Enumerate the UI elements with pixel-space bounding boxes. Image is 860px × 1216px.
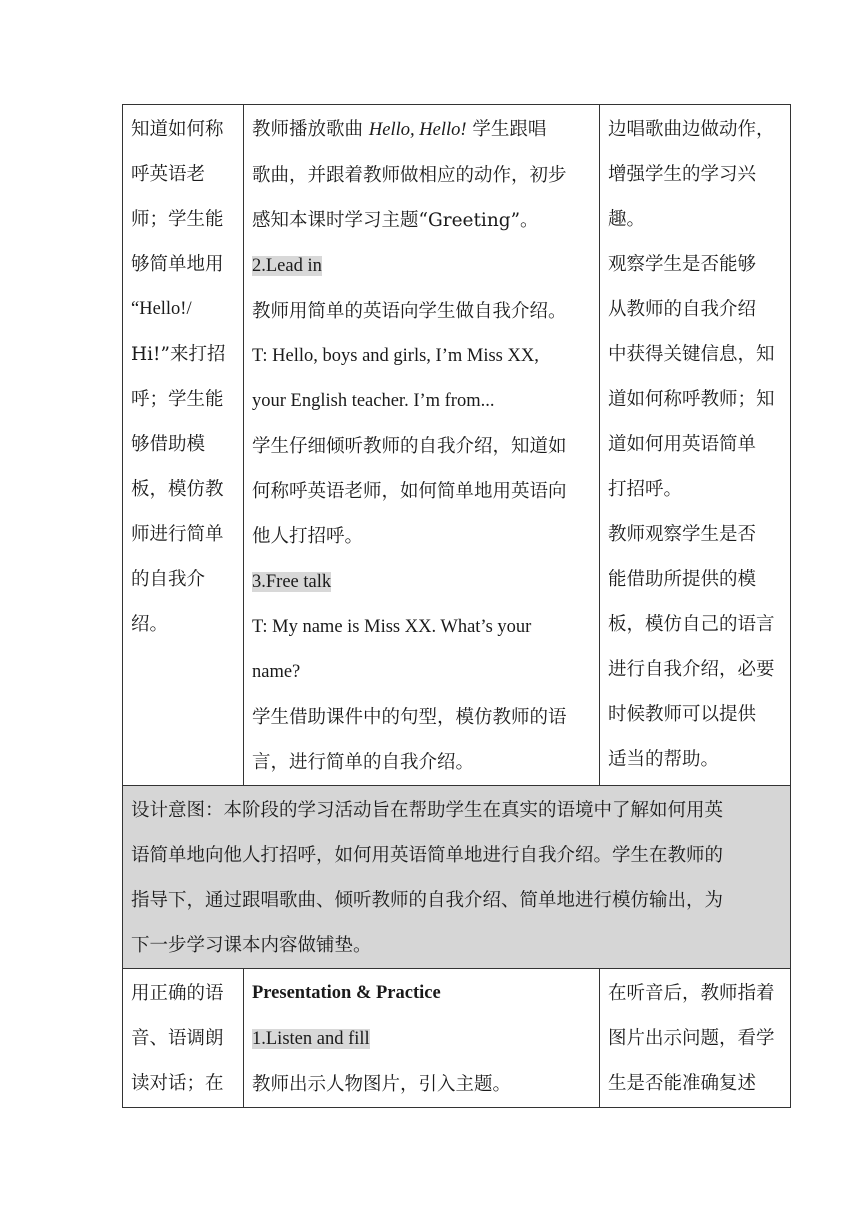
lesson-plan-table: [122, 104, 791, 1108]
text-line: 语简单地向他人打招呼，如何用英语简单地进行自我介绍。学生在教师的: [131, 845, 724, 866]
section-heading-text: 2.Lead in: [252, 256, 322, 276]
text-line: “Hello!/: [131, 299, 192, 319]
text-line: 从教师的自我介绍: [608, 299, 757, 320]
text-line: 板，模仿教: [131, 479, 224, 500]
text-line: 呼；学生能: [131, 389, 224, 410]
text-line: 知道如何称: [131, 119, 224, 140]
text-line: 时候教师可以提供: [608, 704, 757, 725]
text-line: name?: [252, 662, 301, 682]
evaluation-cell: [600, 969, 791, 1108]
text-line: 图片出示问题，看学: [608, 1028, 775, 1049]
text-line: 感知本课时学习主题“Greeting”。: [252, 210, 539, 231]
text-line: 何称呼英语老师，如何简单地用英语向: [252, 481, 567, 502]
text-line: 打招呼。: [608, 479, 683, 500]
section-heading-text: 3.Free talk: [252, 572, 332, 592]
text-line: 师进行简单: [131, 524, 224, 545]
text-line: 言，进行简单的自我介绍。: [252, 752, 475, 773]
text-line: 观察学生是否能够: [608, 254, 757, 275]
text-line: 教师用简单的英语向学生做自我介绍。: [252, 301, 567, 322]
text-line: 够借助模: [131, 434, 206, 455]
text-line: Hi!”来打招: [131, 344, 226, 365]
text-line: 指导下，通过跟唱歌曲、倾听教师的自我介绍、简单地进行模仿输出，为: [131, 890, 724, 911]
text-line: 下一步学习课本内容做铺垫。: [131, 935, 372, 956]
text-line: 道如何用英语简单: [608, 434, 757, 455]
text-line: 歌曲，并跟着教师做相应的动作，初步: [252, 165, 567, 186]
text-line: 用正确的语: [131, 983, 224, 1004]
section-heading-free-talk: [252, 559, 591, 605]
design-intent-cell: [123, 786, 791, 969]
text-line: T: Hello, boys and girls, I’m Miss XX,: [252, 346, 539, 366]
section-heading-listen-fill: [252, 1016, 591, 1062]
text-line: 学生仔细倾听教师的自我介绍，知道如: [252, 436, 567, 457]
activity-cell: [244, 105, 600, 786]
design-intent-row: [123, 786, 791, 969]
text-line: 呼英语老: [131, 164, 206, 185]
song-title: Hello, Hello!: [368, 120, 467, 140]
text-line: 的自我介: [131, 569, 206, 590]
text-line: 适当的帮助。: [608, 749, 720, 770]
text-line: 读对话；在: [131, 1073, 224, 1094]
text-line: 教师观察学生是否: [608, 524, 757, 545]
text-line: 设计意图：本阶段的学习活动旨在帮助学生在真实的语境中了解如何用英: [131, 800, 724, 821]
text-line: 进行自我介绍，必要: [608, 659, 775, 680]
table-row: [123, 969, 791, 1108]
text-line: T: My name is Miss XX. What’s your: [252, 617, 532, 637]
text-line: 绍。: [131, 614, 169, 635]
objective-cell: [123, 105, 244, 786]
activity-cell: [244, 969, 600, 1108]
stage-title: Presentation & Practice: [252, 983, 441, 1003]
text-line: 道如何称呼教师；知: [608, 389, 775, 410]
text-line: 在听音后，教师指着: [608, 983, 775, 1004]
section-heading-text: 1.Listen and fill: [252, 1029, 370, 1049]
text-fragment: 学生跟唱: [466, 119, 547, 140]
text-fragment: 教师播放歌曲: [252, 119, 369, 140]
evaluation-cell: [600, 105, 791, 786]
table-row: [123, 105, 791, 786]
text-line: 中获得关键信息，知: [608, 344, 775, 365]
text-line: your English teacher. I’m from...: [252, 391, 495, 411]
text-line: 边唱歌曲边做动作，: [608, 119, 775, 140]
text-line: 他人打招呼。: [252, 526, 364, 547]
section-heading-lead-in: [252, 243, 591, 289]
text-line: 学生借助课件中的句型，模仿教师的语: [252, 707, 567, 728]
text-line: 能借助所提供的模: [608, 569, 757, 590]
text-line: 够简单地用: [131, 254, 224, 275]
text-line: 教师出示人物图片，引入主题。: [252, 1074, 512, 1095]
text-line: 趣。: [608, 209, 646, 230]
text-line: 音、语调朗: [131, 1028, 224, 1049]
text-line: 增强学生的学习兴: [608, 164, 757, 185]
text-line: [252, 107, 591, 153]
text-line: 板，模仿自己的语言: [608, 614, 775, 635]
text-line: 师；学生能: [131, 209, 224, 230]
text-line: 生是否能准确复述: [608, 1073, 757, 1094]
objective-cell: [123, 969, 244, 1108]
